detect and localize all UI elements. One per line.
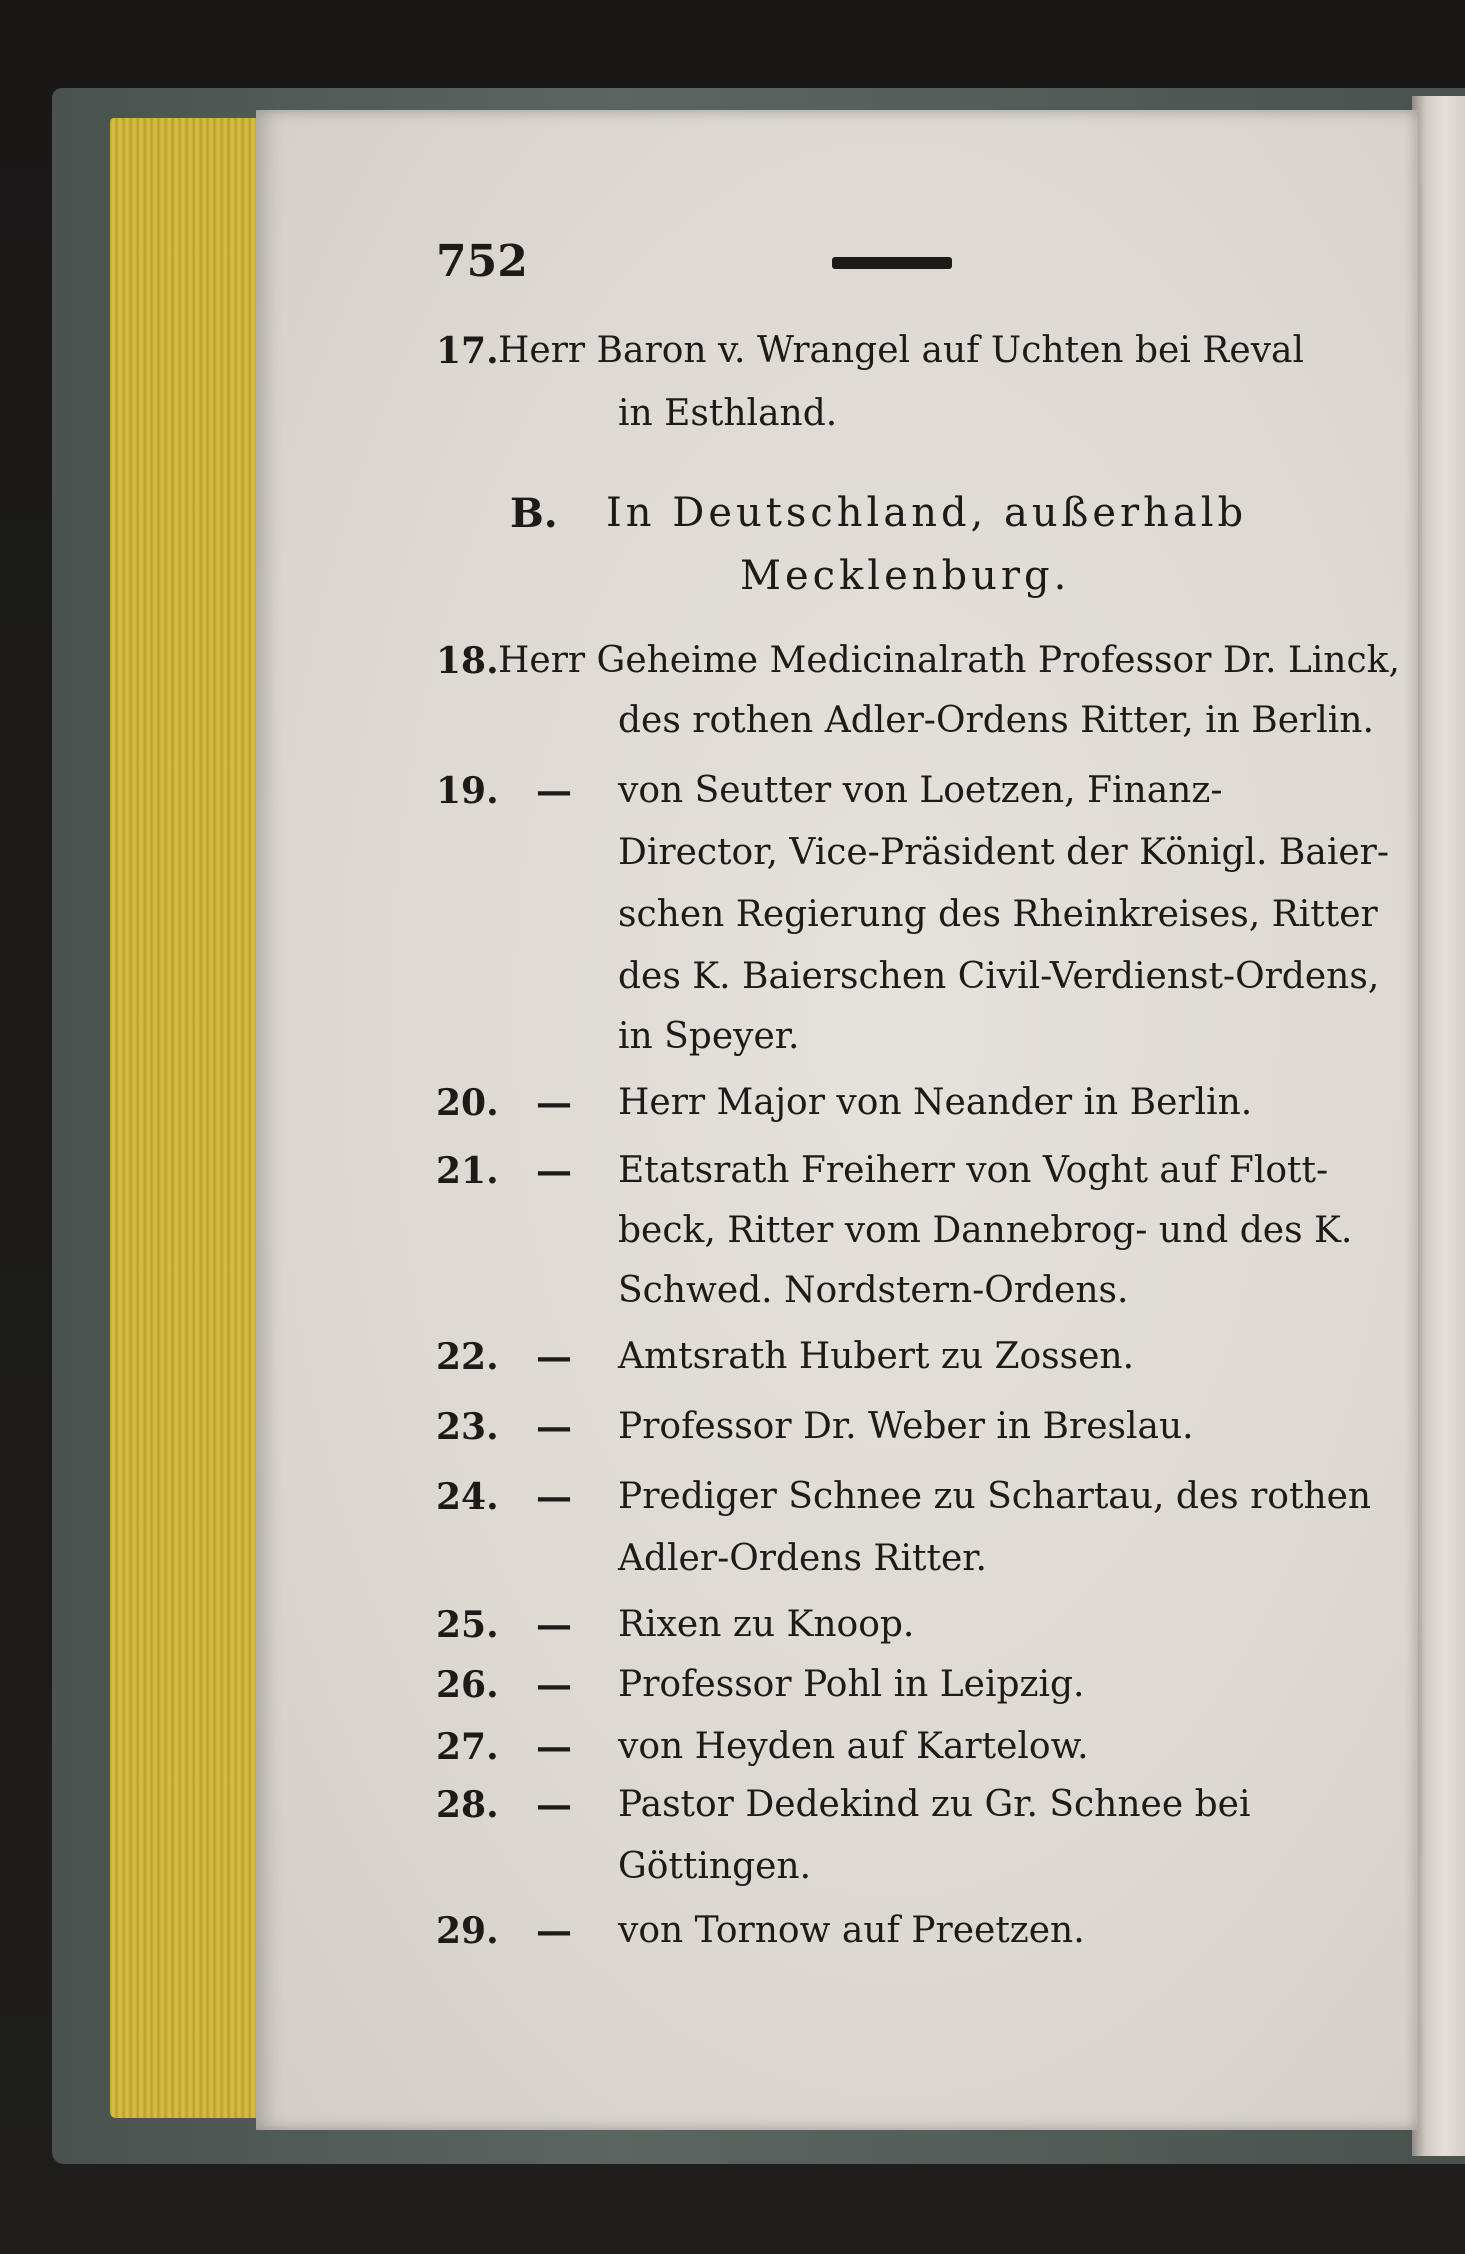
entry-line: Schwed. Nordstern-Ordens. (618, 1270, 1129, 1311)
entry-dash: — (536, 1664, 572, 1706)
entry-line: Herr Baron v. Wrangel auf Uchten bei Reval (498, 330, 1305, 371)
entry-line: Göttingen. (618, 1846, 812, 1887)
entry-number: 21. (436, 1150, 499, 1192)
entry-line: Director, Vice-Präsident der Königl. Baier- (618, 832, 1390, 873)
entry-number: 27. (436, 1726, 499, 1768)
entry-dash: — (536, 1910, 572, 1952)
header-rule (832, 257, 952, 269)
entry-line: Herr Major von Neander in Berlin. (618, 1082, 1253, 1123)
entry-line: Etatsrath Freiherr von Voght auf Flott- (618, 1150, 1329, 1191)
entry-dash: — (536, 1082, 572, 1124)
section-heading: In Deutschland, außerhalb (606, 490, 1248, 536)
entry-line: in Esthland. (618, 393, 838, 434)
entry-dash: — (536, 1406, 572, 1448)
entry-dash: — (536, 1726, 572, 1768)
section-heading: Mecklenburg. (740, 553, 1071, 599)
page-number: 752 (436, 236, 528, 287)
entry-line: beck, Ritter vom Dannebrog- und des K. (618, 1210, 1353, 1251)
entry-number: 23. (436, 1406, 499, 1448)
entry-dash: — (536, 770, 572, 812)
entry-line: in Speyer. (618, 1016, 800, 1057)
entry-dash: — (536, 1336, 572, 1378)
entry-number: 29. (436, 1910, 499, 1952)
entry-number: 22. (436, 1336, 499, 1378)
entry-line: Professor Dr. Weber in Breslau. (618, 1406, 1194, 1447)
entry-line: von Seutter von Loetzen, Finanz- (618, 770, 1223, 811)
entry-number: 26. (436, 1664, 499, 1706)
entry-line: Herr Geheime Medicinalrath Professor Dr. Linck, (498, 640, 1400, 681)
entry-dash: — (536, 1476, 572, 1518)
entry-dash: — (536, 1784, 572, 1826)
entry-line: schen Regierung des Rheinkreises, Ritter (618, 894, 1378, 935)
entry-line: von Heyden auf Kartelow. (618, 1726, 1089, 1767)
entry-dash: — (536, 1604, 572, 1646)
entry-line: von Tornow auf Preetzen. (618, 1910, 1085, 1951)
entry-line: Amtsrath Hubert zu Zossen. (618, 1336, 1135, 1377)
entry-line: Professor Pohl in Leipzig. (618, 1664, 1085, 1705)
entry-line: Pastor Dedekind zu Gr. Schnee bei (618, 1784, 1251, 1825)
entry-line: Adler-Ordens Ritter. (618, 1538, 987, 1579)
entry-number: 20. (436, 1082, 499, 1124)
entry-number: 25. (436, 1604, 499, 1646)
entry-line: des K. Baierschen Civil-Verdienst-Ordens, (618, 956, 1380, 997)
entry-number: 28. (436, 1784, 499, 1826)
entry-line: Rixen zu Knoop. (618, 1604, 915, 1645)
entry-number: 19. (436, 770, 499, 812)
entry-dash: — (536, 1150, 572, 1192)
entry-line: Prediger Schnee zu Schartau, des rothen (618, 1476, 1372, 1517)
entry-number: 18. (436, 640, 499, 682)
gilt-page-edges (110, 118, 260, 2118)
entry-line: des rothen Adler-Ordens Ritter, in Berlin. (618, 700, 1374, 741)
entry-number: 17. (436, 330, 499, 372)
section-letter: B. (510, 490, 558, 537)
entry-number: 24. (436, 1476, 499, 1518)
facing-page-edge (1412, 96, 1465, 2156)
